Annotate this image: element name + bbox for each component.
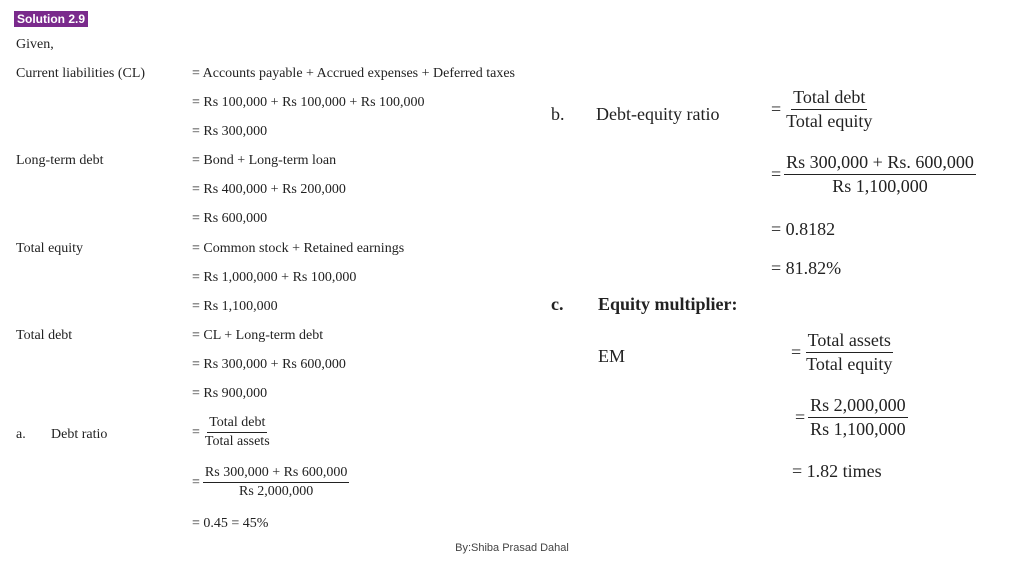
cl-label: Current liabilities (CL) (16, 66, 146, 81)
b-result-2: = 81.82% (771, 258, 842, 278)
a-label: Debt ratio (51, 427, 108, 442)
a-f1-num: Total debt (207, 415, 267, 433)
b-fraction-2 (771, 152, 976, 197)
c-heading: Equity multiplier: (598, 294, 738, 314)
c-f2-num: Rs 2,000,000 (808, 395, 908, 418)
c-letter: c. (551, 294, 564, 314)
c-result: = 1.82 times (792, 461, 882, 481)
a-f2-den: Rs 2,000,000 (238, 484, 314, 499)
td-line-3: = Rs 900,000 (192, 386, 268, 401)
a-eq-2: = (192, 474, 200, 490)
c-fraction-1 (791, 330, 894, 375)
cl-line-3: = Rs 300,000 (192, 124, 268, 139)
a-f1-den: Total assets (204, 434, 270, 449)
footer-credit: By:Shiba Prasad Dahal (455, 542, 569, 554)
c-eq-2: = (795, 407, 806, 427)
c-fraction-2 (795, 395, 908, 440)
ltd-line-3: = Rs 600,000 (192, 211, 268, 226)
te-line-3: = Rs 1,100,000 (192, 299, 278, 314)
te-line-1: = Common stock + Retained earnings (192, 241, 405, 256)
b-eq-2: = (771, 164, 782, 184)
b-f2-num: Rs 300,000 + Rs. 600,000 (784, 152, 976, 175)
a-fraction-1 (192, 415, 272, 450)
c-f1-num: Total assets (806, 330, 893, 353)
b-eq-1: = (771, 99, 782, 119)
cl-line-2: = Rs 100,000 + Rs 100,000 + Rs 100,000 (192, 95, 425, 110)
ltd-label: Long-term debt (16, 153, 104, 168)
te-line-2: = Rs 1,000,000 + Rs 100,000 (192, 270, 357, 285)
a-eq-1: = (192, 424, 200, 440)
td-label: Total debt (16, 328, 73, 343)
c-em-label: EM (598, 346, 625, 366)
a-result: = 0.45 = 45% (192, 516, 269, 531)
a-letter: a. (16, 427, 26, 442)
c-f2-den: Rs 1,100,000 (810, 419, 906, 439)
b-label: Debt-equity ratio (596, 104, 720, 124)
td-line-2: = Rs 300,000 + Rs 600,000 (192, 357, 346, 372)
a-f2-num: Rs 300,000 + Rs 600,000 (203, 465, 349, 483)
b-f1-den: Total equity (786, 111, 873, 131)
ltd-line-2: = Rs 400,000 + Rs 200,000 (192, 182, 346, 197)
ltd-line-1: = Bond + Long-term loan (192, 153, 337, 168)
c-eq-1: = (791, 342, 802, 362)
b-letter: b. (551, 104, 565, 124)
solution-title: Solution 2.9 (14, 11, 88, 27)
b-f1-num: Total debt (791, 87, 867, 110)
td-line-1: = CL + Long-term debt (192, 328, 324, 343)
a-fraction-2 (192, 465, 349, 500)
given-text: Given, (16, 37, 54, 52)
te-label: Total equity (16, 241, 84, 256)
b-f2-den: Rs 1,100,000 (832, 176, 928, 196)
cl-line-1: = Accounts payable + Accrued expenses + Deferred taxes (192, 66, 516, 81)
b-fraction-1 (771, 87, 874, 132)
c-f1-den: Total equity (806, 354, 893, 374)
b-result-1: = 0.8182 (771, 219, 836, 239)
